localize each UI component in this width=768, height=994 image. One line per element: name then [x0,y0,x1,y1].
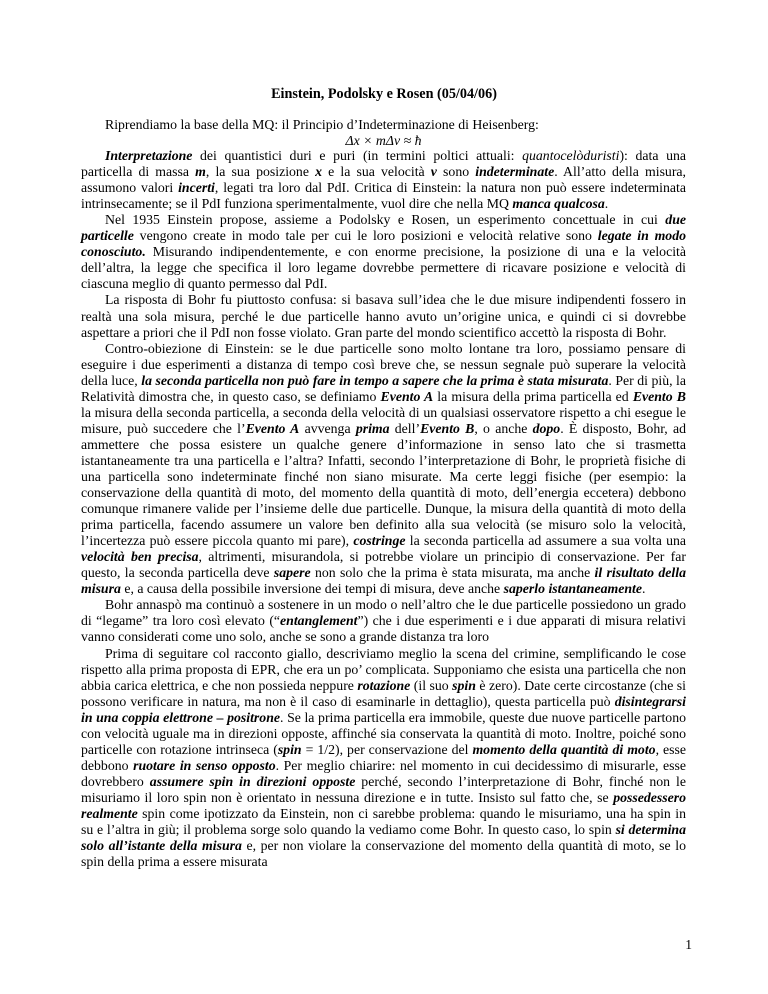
document-title: Einstein, Podolsky e Rosen (05/04/06) [271,86,497,102]
body-text: dei quantistici duri e puri (in termini poltici attuali: [192,148,523,164]
body-text: Bohr annaspò ma continuò a sostenere in un modo o nell’altro che le due particelle possiedono un grado di “legame” tra loro così elevato (“ [81,597,686,629]
emphasis-text: possedessero realmente [81,789,686,821]
body-text: non solo che la prima è stata misurata, ma anche [310,565,595,581]
body-text: e, a causa della possibile inversione dei tempi di misura, deve anche [120,581,504,597]
body-text: , la sua posizione [205,164,316,180]
emphasis-text: prima [355,420,390,436]
emphasis-text: incerti [178,180,215,196]
emphasis-text: Interpretazione [105,148,193,164]
paragraph-6 [81,597,686,645]
paragraph-2 [81,148,686,212]
emphasis-text: legate in modo conosciuto. [81,228,686,260]
body-text: . [604,196,609,212]
body-text: , altrimenti, misurandola, si potrebbe violare un principio di conservazione. Per far questo, la seconda particella deve [81,549,686,581]
emphasis-text: m [195,164,206,180]
body-text: ”) che i due esperimenti e i due apparati di misura relativi vanno considerati come uno solo, anche se sono a grande distanza tra loro [81,613,687,645]
body-text: . Per meglio chiarire: nel momento in cui decidessimo di misurarle, esse dovrebbero [81,757,687,789]
body-text: , legati tra loro dal PdI. Critica di Einstein: la natura non può essere indeterminata intrinsecamente; se il PdI funziona sperimentalmente, vuol dire che nella MQ [81,180,686,212]
body-text: . All’atto della misura, assumono valori [81,164,687,196]
body-text: = 1/2), per conservazione del [301,741,473,757]
body-text: è zero). Date certe circostanze (che si possono verificare in natura, ma non è il caso di esaminarle in dettaglio), questa particella può [81,677,686,709]
emphasis-text: rotazione [357,677,411,693]
emphasis-text: due particelle [81,212,686,244]
emphasis-text: manca qualcosa [512,196,605,212]
paragraph-3 [81,212,686,292]
body-text: Nel 1935 Einstein propose, assieme a Podolsky e Rosen, un esperimento concettuale in cui [105,212,666,228]
body-text: dell’ [389,420,421,436]
emphasis-text: momento della quantità di moto [472,741,656,757]
body-text: , o anche [474,420,533,436]
emphasis-text: costringe [353,533,406,549]
paragraph-4 [81,292,686,340]
body-text: (il suo [410,677,453,693]
body-text: Misurando indipendentemente, e con enorme precisione, la posizione di una e la velocità dell’altra, la legge che specifica il loro legame dovrebbe permettere di ricavare posizione e velocità di ciascuna meglio di quanto permesso dal PdI. [81,244,686,292]
emphasis-text: indeterminate [475,164,555,180]
emphasis-text: quantocelòduristi [522,148,620,164]
emphasis-text: velocità ben precisa [81,549,199,565]
emphasis-text: spin [452,677,476,693]
body-text: avvenga [299,420,356,436]
body-text: la misura della prima particella ed [433,388,633,404]
body-text: perché, secondo l’interpretazione di Bohr, finché non le misuriamo il loro spin non è orientato in nessuna direzione e in tutte. Insisto sul fatto che, se [81,773,686,805]
emphasis-text: Evento A [245,420,300,436]
emphasis-text: la seconda particella non può fare in tempo a sapere che la prima è stata misurata [141,372,609,388]
body-text: Contro-obiezione di Einstein: se le due particelle sono molto lontane tra loro, possiamo pensare di eseguire i due esperimenti a distanza di tempo così breve che, se nessun segnale può superare la velocità della luce, [81,340,686,388]
body-text: la seconda particella ad assumere a sua volta una [405,533,687,549]
emphasis-text: entanglement [280,613,358,629]
body-text: e la sua velocità [322,164,431,180]
emphasis-text: Evento B [420,420,475,436]
paragraph-1 [81,117,686,133]
uncertainty-formula: Δx × mΔv ≈ ħ [345,133,422,149]
body-text: . [642,581,646,597]
body-text: la misura della seconda particella, a seconda della velocità di un qualsiasi osservatore rispetto a chi esegue le misure, può succedere che l’ [81,404,686,436]
emphasis-text: si determina solo all’istante della misura [81,822,686,854]
body-text: Prima di seguitare col racconto giallo, descriviamo meglio la scena del crimine, semplificando le cose rispetto alla prima proposta di EPR, che era un po’ complicata. Supponiamo che esista una particella che non abbia carica elettrica, e che non possieda neppure [81,645,686,693]
emphasis-text: dopo [532,420,561,436]
body-text: , esse debbono [81,741,686,773]
emphasis-text: v [430,164,437,180]
body-text: La risposta di Bohr fu piuttosto confusa: si basava sull’idea che le due misure indipendenti fossero in realtà una sola misura, perché le due particelle hanno avuto un’origine unica, e quindi ci si dovrebbe aspettare a priori che il PdI non fosse violato. Gran parte del mondo scientifico accettò la risposta di Bohr. [81,292,686,340]
page-number: 1 [685,937,692,952]
paragraph-7 [81,646,686,871]
body-text: e, per non violare la conservazione del momento della quantità di moto, se lo spin della prima a essere misurata [81,838,686,870]
emphasis-text: Evento B [632,388,686,404]
body-text: vengono create in modo tale per cui le loro posizioni e velocità relative sono [133,228,598,244]
document-body [81,117,686,870]
emphasis-text: Evento A [380,388,434,404]
emphasis-text: ruotare in senso opposto [133,757,276,773]
body-text: sono [436,164,476,180]
body-text: Riprendiamo la base della MQ: il Principio d’Indeterminazione di Heisenberg: [105,117,539,132]
emphasis-text: sapere [273,565,311,581]
paragraph-5 [81,341,686,598]
body-text: spin come ipotizzato da Einstein, non ci sarebbe problema: quando le misuriamo, una ha spin in su e l’altra in giù; il problema sorge solo quando la vediamo come Bohr. In questo caso, lo spin [81,805,686,838]
emphasis-text: x [315,164,322,180]
body-text: . Per di più, la Relatività dimostra che, in questo caso, se definiamo [81,372,687,404]
body-text: . Se la prima particella era immobile, queste due nuove particelle partono con velocità uguale ma in direzioni opposte, affinché sia conservata la quantità di moto. Inoltre, poiché sono particelle con rotazione intrinseca ( [81,709,686,757]
body-text: . È disposto, Bohr, ad ammettere che possa esistere un qualche genere d’informazione in senso lato che si trasmetta istantaneamente tra una particella e l’altra? Infatti, secondo l’interpretazione di Bohr, le proprietà fisiche di una particella sono indeterminate finché non siano misurate. Ma certe leggi fisiche (per esempio: la conservazione della quantità di moto, del momento della quantità di moto, dell’energia eccetera) debbono comunque rimanere valide per l’insieme delle due particelle. Dunque, la misura della quantità di moto della prima particella, facendo assumere un valore ben definito alla sua velocità (se misuro solo la velocità, l’incertezza può essere piccola quanto mi pare), [81,420,686,549]
emphasis-text: disintegrarsi in una coppia elettrone – positrone [81,693,686,725]
emphasis-text: spin [277,741,302,757]
emphasis-text: assumere spin in direzioni opposte [149,773,356,789]
emphasis-text: il risultato della misura [81,565,686,597]
emphasis-text: saperlo istantaneamente [503,581,642,597]
body-text: ): data una particella di massa [81,148,686,180]
